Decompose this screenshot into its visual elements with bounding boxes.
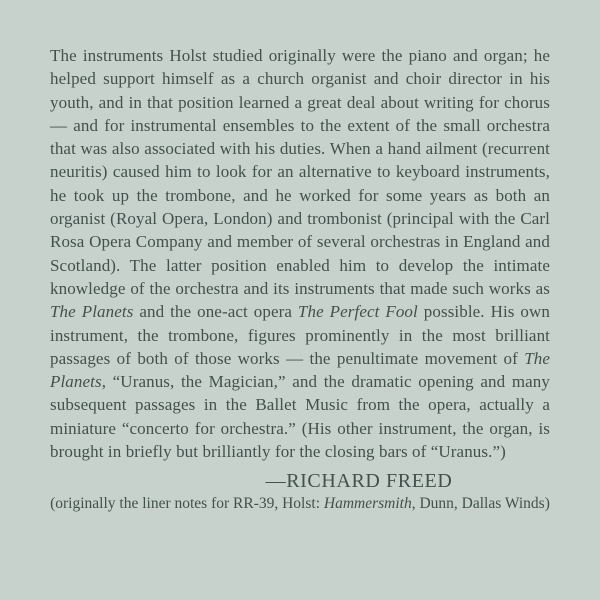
liner-notes-paragraph: The instruments Holst studied originally were the piano and organ; he helped support himself as a church organist and choir director in his youth, and in that position learned a great deal about writing for chorus — and for instrumental ensembles to the extent of the small orchestra that was also associated with his duties. When a hand ailment (recurrent neuritis) caused him to look for an alternative to keyboard instruments, he took up the trombone, and he worked for some years as both an organist (Royal Opera, London) and trombonist (principal with the Carl Rosa Opera Company and member of several orchestras in England and Scotland). The latter position enabled him to develop the intimate knowledge of the orchestra and its instruments that made such works as The Planets and the one-act opera The Perfect Fool possible. His own instrument, the trombone, figures prominently in the most brilliant passages of both of those works — the penultimate movement of The Planets, “Uranus, the Magician,” and the dramatic opening and many subsequent passages in the Ballet Music from the opera, actually a miniature “concerto for orchestra.” (His other instrument, the organ, is brought in briefly but brilliantly for the closing bars of “Uranus.”) (50, 46, 550, 462)
source-note: (originally the liner notes for RR-39, Holst: Hammersmith, Dunn, Dallas Winds) (50, 495, 550, 513)
attribution-author: —RICHARD FREED (265, 470, 453, 493)
